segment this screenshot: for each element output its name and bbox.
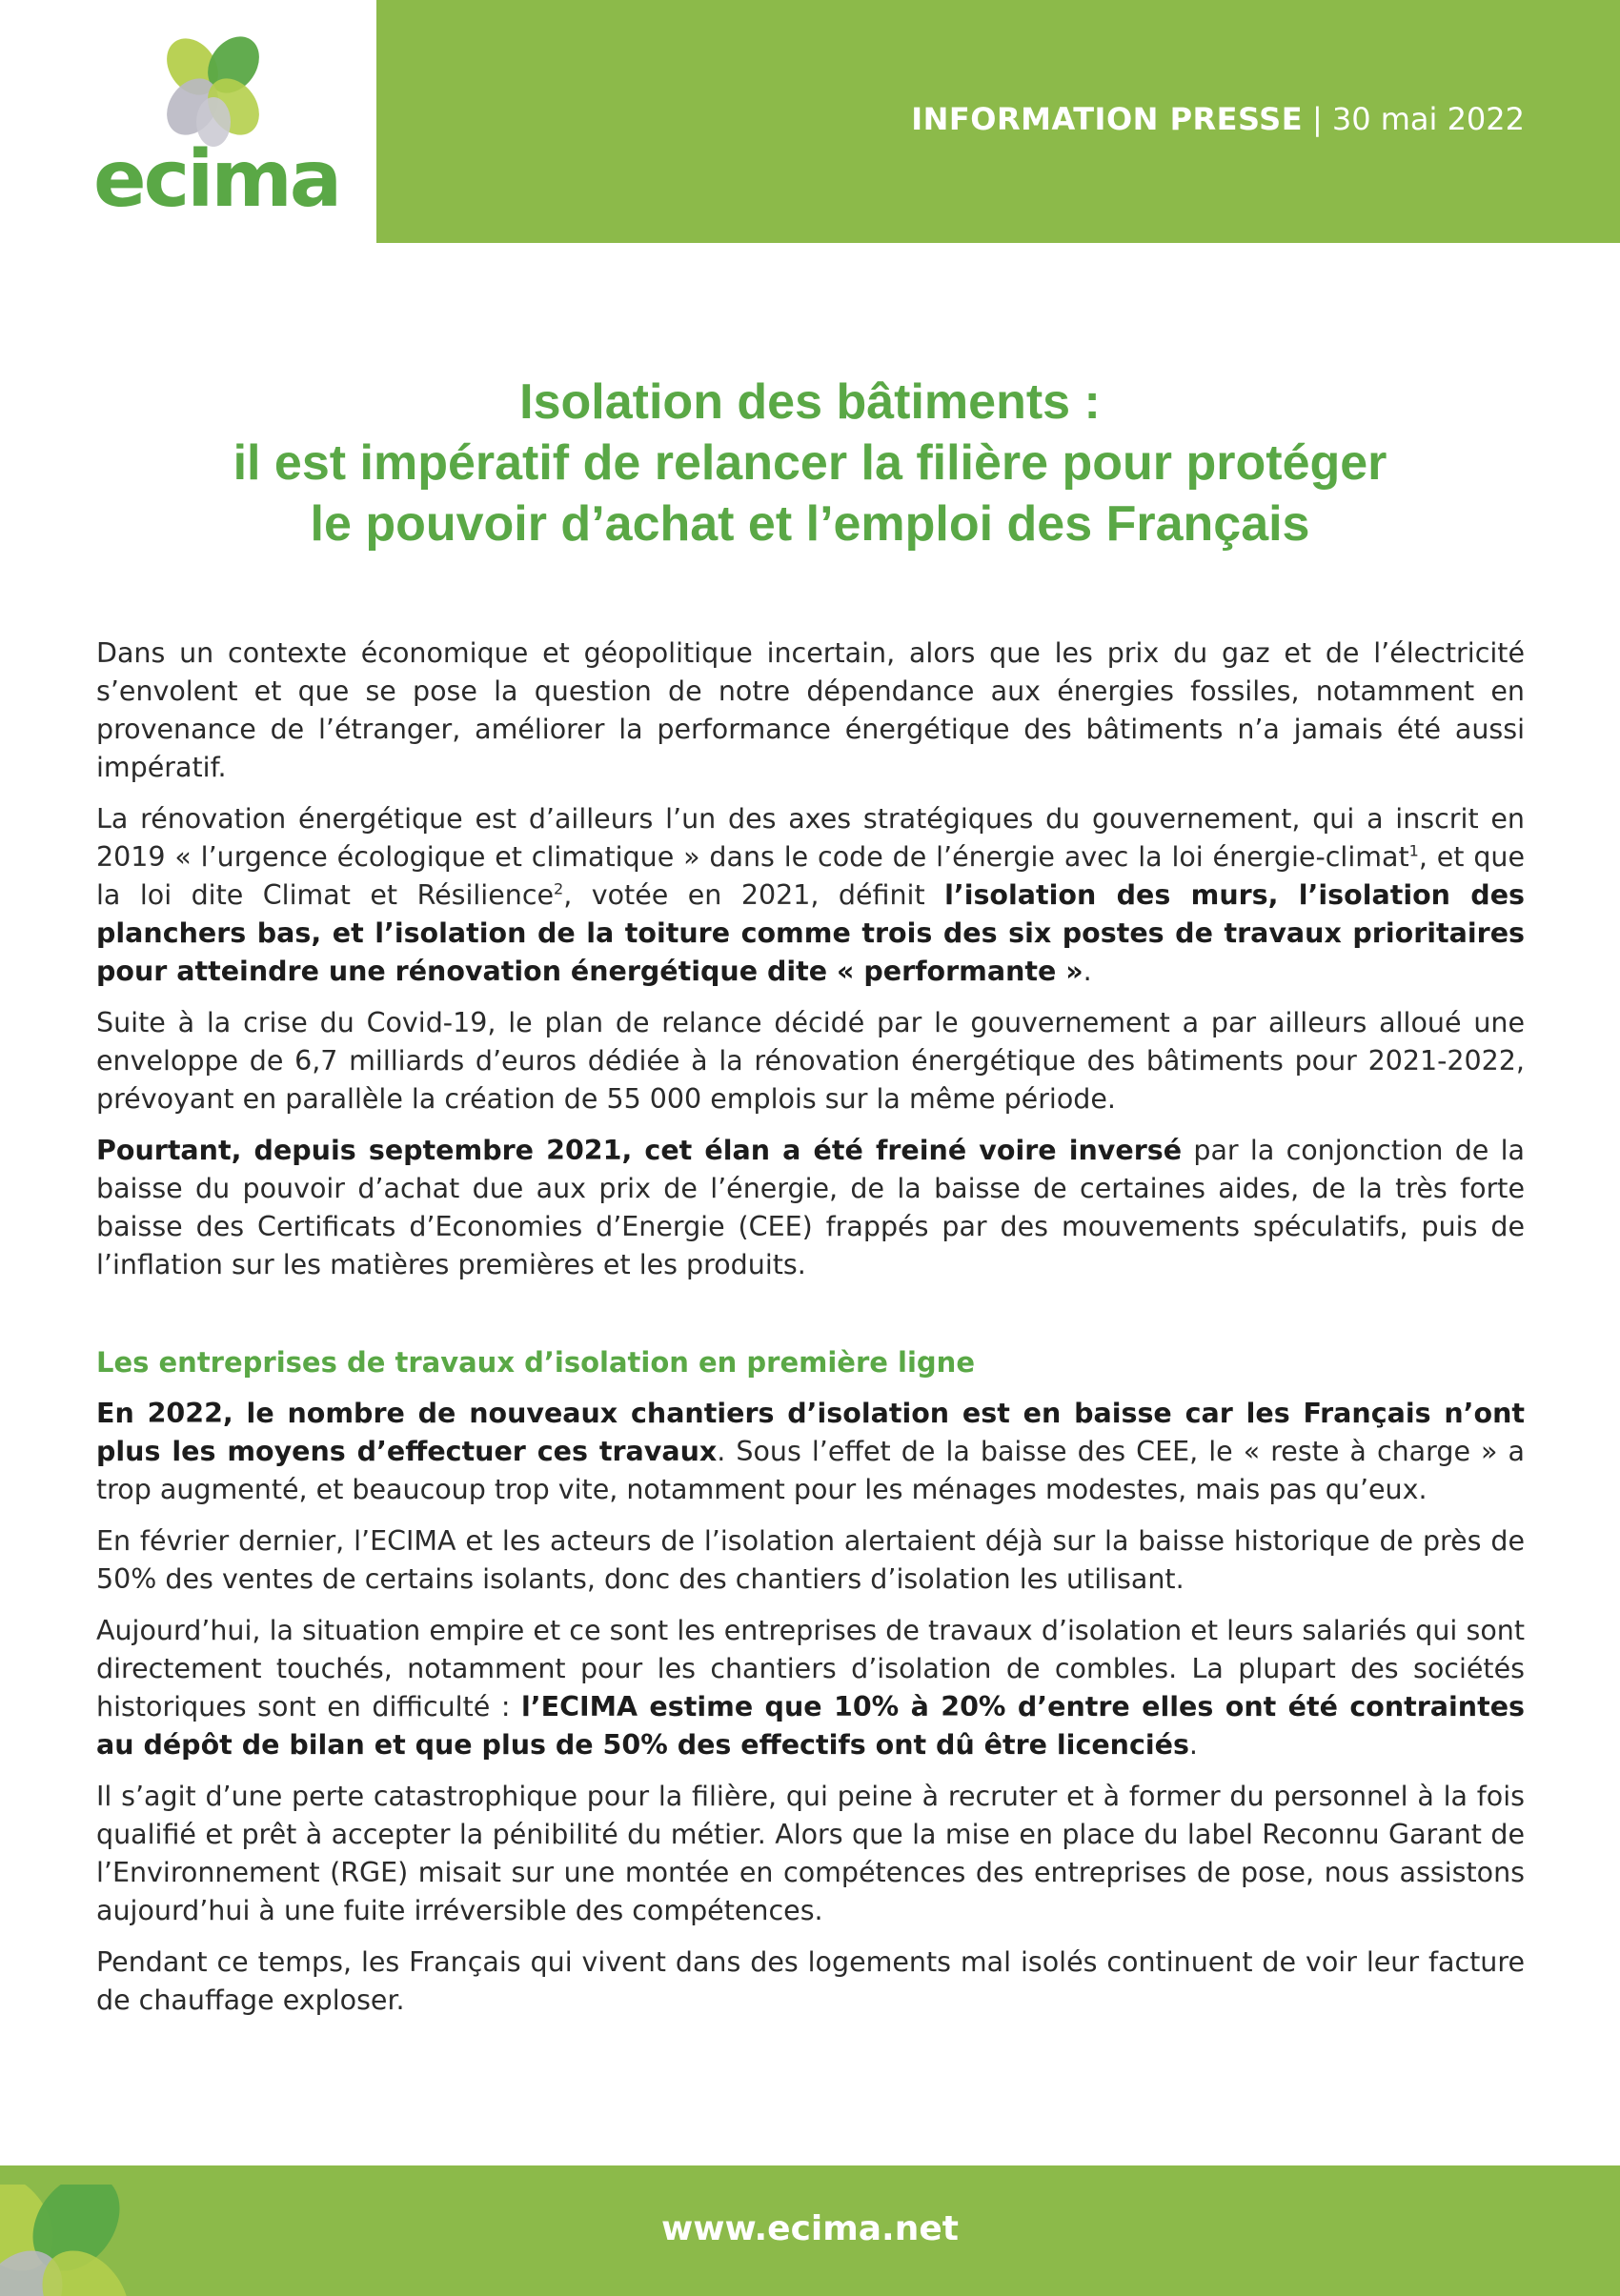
- paragraph-3: Suite à la crise du Covid-19, le plan de relance décidé par le gouvernement a par ailleurs alloué une enveloppe de 6,7 milliards d’euros dédiée à la rénovation énergétique des bâtiments pour 2021-2022, prévoyant en parallèle la création de 55 000 emplois sur la même période.: [96, 1007, 1525, 1115]
- paragraph-9: Pendant ce temps, les Français qui vivent dans des logements mal isolés continuent de voir leur facture de chauffage exploser.: [96, 1946, 1525, 2016]
- press-date: 30 mai 2022: [1331, 101, 1525, 137]
- paragraph-4: [96, 1132, 1525, 1284]
- paragraph-4-text: par la conjonction de la baisse du pouvoir d’achat due aux prix de l’énergie, de la baisse de certaines aides, de la très forte baisse des Certificats d’Economies d’Energie (CEE) frappés par des mouvements spéculatifs, puis de l’inflation sur les matières premières et les produits.: [96, 1135, 1526, 1280]
- logo: [0, 0, 376, 243]
- separator: |: [1312, 101, 1323, 137]
- brand-wordmark: ecima: [93, 134, 340, 225]
- title-line-3: le pouvoir d’achat et l’emploi des Français: [310, 496, 1310, 552]
- paragraph-6: En février dernier, l’ECIMA et les acteurs de l’isolation alertaient déjà sur la baisse historique de près de 50% des ventes de certains isolants, donc des chantiers d’isolation les utilisant.: [96, 1525, 1525, 1595]
- paragraph-8: Il s’agit d’une perte catastrophique pour la filière, qui peine à recruter et à former du personnel à la fois qualifié et prêt à accepter la pénibilité du métier. Alors que la mise en place du label Reconnu Garant de l’Environnement (RGE) misait sur une montée en compétences des entreprises de pose, nous assistons aujourd’hui à une fuite irréversible des compétences.: [96, 1781, 1525, 1926]
- paragraph-2-text-b: , et que la loi dite Climat et Résilience: [96, 841, 1526, 911]
- paragraph-7: [96, 1612, 1525, 1764]
- paragraph-7-end: .: [1188, 1729, 1198, 1761]
- section-heading: Les entreprises de travaux d’isolation en première ligne: [96, 1346, 975, 1379]
- press-label: INFORMATION PRESSE: [911, 101, 1304, 137]
- paragraph-5-text: . Sous l’effet de la baisse des CEE, le « reste à charge » a trop augmenté, et beaucoup trop vite, notamment pour les ménages modestes, mais pas qu’eux.: [96, 1436, 1525, 1505]
- footer-band: [0, 2165, 1620, 2296]
- paragraph-2-bold: l’isolation des murs, l’isolation des planchers bas, et l’isolation de la toiture comme trois des six postes de travaux prioritaires pour atteindre une rénovation énergétique dite « performante »: [96, 879, 1525, 987]
- page-title: [95, 372, 1525, 554]
- title-line-2: il est impératif de relancer la filière pour protéger: [233, 435, 1387, 491]
- paragraph-5: [96, 1395, 1525, 1509]
- paragraph-7-text: Aujourd’hui, la situation empire et ce sont les entreprises de travaux d’isolation et leurs salariés qui sont directement touchés, notamment pour les chantiers d’isolation de combles. La plupart des sociétés historiques sont en difficulté :: [96, 1615, 1525, 1722]
- paragraph-7-bold: l’ECIMA estime que 10% à 20% d’entre elles ont été contraintes au dépôt de bilan et que plus de 50% des effectifs ont dû être licenciés: [96, 1691, 1525, 1761]
- website-link[interactable]: www.ecima.net: [661, 2209, 959, 2248]
- paragraph-5-bold: En 2022, le nombre de nouveaux chantiers d’isolation est en baisse car les Français n’ont plus les moyens d’effectuer ces travaux: [96, 1398, 1525, 1467]
- paragraph-2-text-a: La rénovation énergétique est d’ailleurs l’un des axes stratégiques du gouvernement, qui a inscrit en 2019 « l’urgence écologique et climatique » dans le code de l’énergie avec la loi énergie-climat: [96, 803, 1525, 873]
- article-body: [96, 634, 1525, 2033]
- paragraph-2-text-c: , votée en 2021, définit: [563, 879, 945, 911]
- title-line-1: Isolation des bâtiments :: [519, 374, 1101, 430]
- header-band: [376, 0, 1620, 243]
- paragraph-2: [96, 800, 1525, 991]
- paragraph-1: Dans un contexte économique et géopolitique incertain, alors que les prix du gaz et de l’électricité s’envolent et que se pose la question de notre dépendance aux énergies fossiles, notamment en provenance de l’étranger, améliorer la performance énergétique des bâtiments n’a jamais été aussi impératif.: [96, 637, 1525, 783]
- press-info: [911, 101, 1525, 137]
- footnote-ref-2[interactable]: 2: [554, 879, 564, 898]
- paragraph-4-bold: Pourtant, depuis septembre 2021, cet élan a été freiné voire inversé: [96, 1135, 1183, 1166]
- footnote-ref-1[interactable]: 1: [1408, 841, 1419, 860]
- paragraph-2-end: .: [1083, 956, 1092, 987]
